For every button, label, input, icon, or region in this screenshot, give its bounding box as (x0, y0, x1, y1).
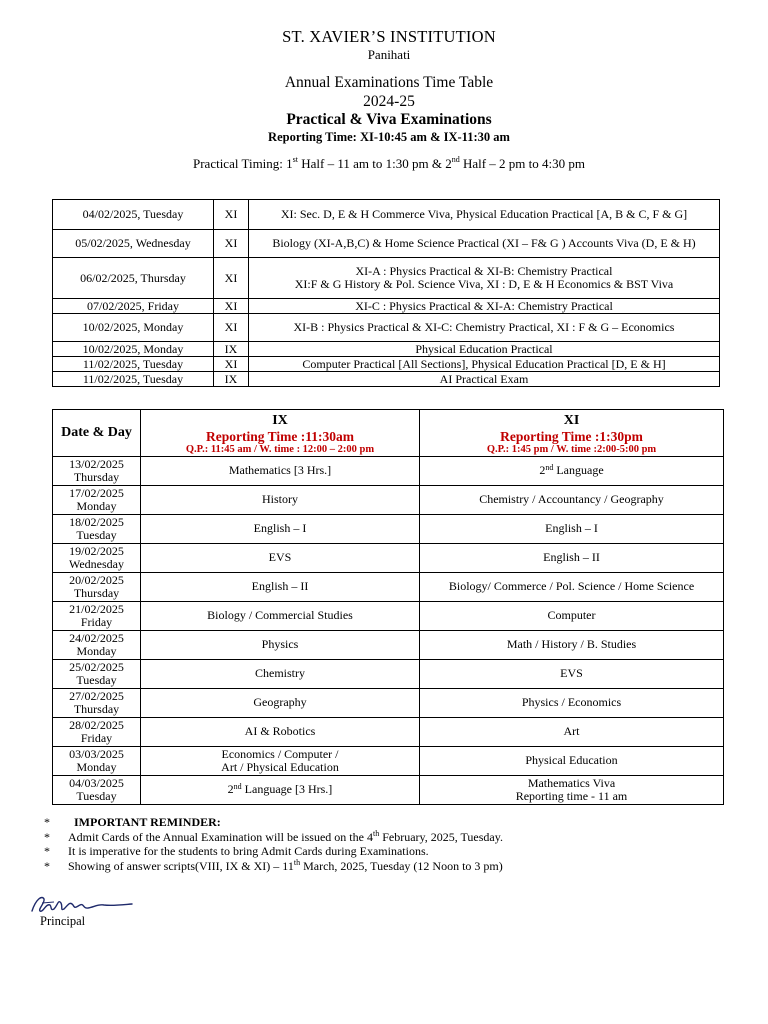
reminder-item: * Showing of answer scripts(VIII, IX & XI) – 11th March, 2025, Tuesday (12 Noon to 3 pm) (44, 857, 503, 873)
date-cell: 19/02/2025 Wednesday (53, 543, 141, 572)
xi-subject-cell: Art (420, 717, 724, 746)
table-row (53, 342, 720, 357)
table-row (53, 775, 724, 804)
ix-reporting-time: Reporting Time :11:30am (206, 428, 354, 444)
class-cell: XI (214, 299, 249, 314)
academic-year: 2024-25 (363, 93, 415, 110)
xi-subject-cell: English – II (420, 543, 724, 572)
detail-cell: Computer Practical [All Sections], Physical Education Practical [D, E & H] (249, 357, 720, 372)
date-cell: 10/02/2025, Monday (53, 342, 214, 357)
class-cell: XI (214, 230, 249, 258)
important-reminder (44, 815, 734, 873)
reminder-item: * Admit Cards of the Annual Examination will be issued on the 4th February, 2025, Tuesday. (44, 828, 503, 844)
detail-cell: XI-A : Physics Practical & XI-B: Chemistry Practical XI:F & G History & Pol. Science Viva, XI : D, E & H Economics & BST Viva (249, 258, 720, 299)
date-cell: 21/02/2025 Friday (53, 601, 141, 630)
table-row (53, 543, 724, 572)
table-row (53, 630, 724, 659)
xi-subject-cell: Physics / Economics (420, 688, 724, 717)
date-cell: 24/02/2025 Monday (53, 630, 141, 659)
class-cell: XI (214, 357, 249, 372)
ix-subject-cell: History (141, 485, 420, 514)
table-row (53, 357, 720, 372)
table-row (53, 659, 724, 688)
table-row (53, 514, 724, 543)
document-subtitle: Practical & Viva Examinations (286, 111, 492, 128)
xi-subject-cell: Computer (420, 601, 724, 630)
ix-subject-cell: Chemistry (141, 659, 420, 688)
practical-timing: Practical Timing: 1st Half – 11 am to 1:30 pm & 2nd Half – 2 pm to 4:30 pm (192, 155, 585, 171)
detail-cell: Biology (XI-A,B,C) & Home Science Practical (XI – F& G ) Accounts Viva (D, E & H) (249, 230, 720, 258)
ix-subject-cell: English – I (141, 514, 420, 543)
ix-subject-cell: EVS (141, 543, 420, 572)
date-day-header: Date & Day (53, 410, 141, 457)
xi-subject-cell: 2nd Language (420, 456, 724, 485)
table-row (53, 688, 724, 717)
document-title: Annual Examinations Time Table (284, 74, 494, 91)
header-row (53, 444, 724, 457)
date-cell: 05/02/2025, Wednesday (53, 230, 214, 258)
class-cell: IX (214, 372, 249, 387)
detail-cell: AI Practical Exam (249, 372, 720, 387)
xi-subject-cell: Mathematics Viva Reporting time - 11 am (420, 775, 724, 804)
practical-schedule-table (52, 199, 720, 387)
date-cell: 11/02/2025, Tuesday (53, 372, 214, 387)
xi-subject-cell: Physical Education (420, 746, 724, 775)
class-ix-header: IX Reporting Time :11:30am (141, 410, 420, 444)
xi-subject-cell: Chemistry / Accountancy / Geography (420, 485, 724, 514)
date-cell: 03/03/2025 Monday (53, 746, 141, 775)
ix-subject-cell: Economics / Computer / Art / Physical Education (141, 746, 420, 775)
xi-reporting-time: Reporting Time :1:30pm (500, 428, 643, 444)
ix-subject-cell: 2nd Language [3 Hrs.] (141, 775, 420, 804)
ix-subject-cell: Physics (141, 630, 420, 659)
table-row (53, 200, 720, 230)
date-cell: 27/02/2025 Thursday (53, 688, 141, 717)
xi-subject-cell: EVS (420, 659, 724, 688)
date-cell: 17/02/2025 Monday (53, 485, 141, 514)
table-row (53, 485, 724, 514)
table-row (53, 717, 724, 746)
date-cell: 04/03/2025 Tuesday (53, 775, 141, 804)
table-row (53, 230, 720, 258)
class-cell: XI (214, 314, 249, 342)
ix-subject-cell: Biology / Commercial Studies (141, 601, 420, 630)
date-cell: 04/02/2025, Tuesday (53, 200, 214, 230)
ix-qp-timing: Q.P.: 11:45 am / W. time : 12:00 – 2:00 pm (141, 444, 420, 457)
class-cell: XI (214, 200, 249, 230)
class-cell: IX (214, 342, 249, 357)
xi-subject-cell: English – I (420, 514, 724, 543)
date-cell: 18/02/2025 Tuesday (53, 514, 141, 543)
header-row (53, 410, 724, 444)
date-cell: 06/02/2025, Thursday (53, 258, 214, 299)
date-cell: 11/02/2025, Tuesday (53, 357, 214, 372)
ix-subject-cell: Mathematics [3 Hrs.] (141, 456, 420, 485)
table-row (53, 372, 720, 387)
table-row (53, 299, 720, 314)
table-row (53, 258, 720, 299)
reporting-time: Reporting Time: XI-10:45 am & IX-11:30 am (268, 130, 510, 144)
table-row (53, 572, 724, 601)
reminder-heading: * IMPORTANT REMINDER: (44, 815, 221, 829)
detail-cell: XI-B : Physics Practical & XI-C: Chemistry Practical, XI : F & G – Economics (249, 314, 720, 342)
date-cell: 13/02/2025 Thursday (53, 456, 141, 485)
xi-subject-cell: Math / History / B. Studies (420, 630, 724, 659)
date-cell: 20/02/2025 Thursday (53, 572, 141, 601)
detail-cell: XI: Sec. D, E & H Commerce Viva, Physical Education Practical [A, B & C, F & G] (249, 200, 720, 230)
ix-subject-cell: AI & Robotics (141, 717, 420, 746)
date-cell: 25/02/2025 Tuesday (53, 659, 141, 688)
ix-subject-cell: Geography (141, 688, 420, 717)
reminder-item: * It is imperative for the students to bring Admit Cards during Examinations. (44, 844, 429, 858)
date-cell: 07/02/2025, Friday (53, 299, 214, 314)
table-row (53, 314, 720, 342)
class-xi-header: XI Reporting Time :1:30pm (420, 410, 724, 444)
institution-name: ST. XAVIER’S INSTITUTION (282, 27, 496, 46)
table-row (53, 746, 724, 775)
table-row (53, 601, 724, 630)
xi-qp-timing: Q.P.: 1:45 pm / W. time :2:00-5:00 pm (420, 444, 724, 457)
detail-cell: XI-C : Physics Practical & XI-A: Chemistry Practical (249, 299, 720, 314)
detail-cell: Physical Education Practical (249, 342, 720, 357)
table-row (53, 456, 724, 485)
institution-place: Panihati (367, 47, 411, 62)
exam-schedule-table (52, 409, 724, 805)
date-cell: 28/02/2025 Friday (53, 717, 141, 746)
class-cell: XI (214, 258, 249, 299)
ix-subject-cell: English – II (141, 572, 420, 601)
xi-subject-cell: Biology/ Commerce / Pol. Science / Home Science (420, 572, 724, 601)
date-cell: 10/02/2025, Monday (53, 314, 214, 342)
signatory-title: Principal (40, 914, 86, 928)
